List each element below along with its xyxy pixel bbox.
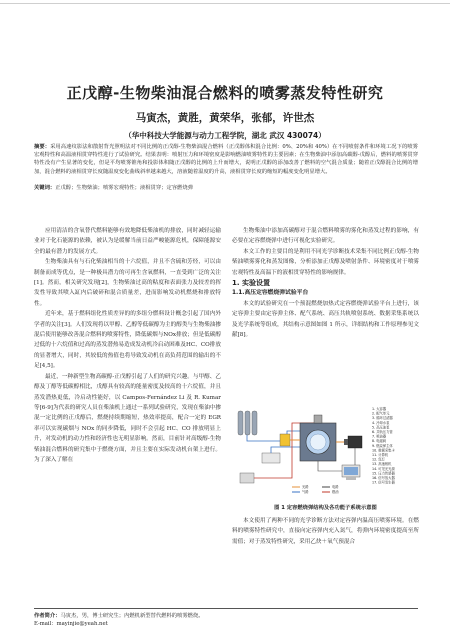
figure-label: 1. 大容器 [372, 407, 387, 411]
footnote-rule [34, 608, 418, 609]
section-heading: 1. 实验设置 [232, 279, 270, 288]
right-paragraph-1: 生物柴油中添加高碳醇对于混合燃料喷雾的雾化和蒸发过程的影响，有必要在定容燃烧弹中进行可视化实验研究。 [232, 228, 419, 245]
figure-label: 11. 计算机 [372, 453, 389, 457]
abstract-text: 采用高速纹影法和散射背光照明法对不同比例的正戊醇-生物柴油混合燃料（正戊醇体积混合比例：0%、20%和 40%）在不同喷射条件和环境工况下的喷雾宏观特性和高温液相贯穿特性进行了试验研究。结果表明：喷射压力和环境密度是影响燃油喷雾特性的主要因素；在生物柴油中添加高碳醇-戊醇后，燃料的喷雾贯穿特性没有产生显著的变化，但是平均喷雾锥角和投影体积随正戊醇的比例的上升而增大，说明正戊醇的添加改善了燃料的空气混合质量；随着正戊醇混合比例的增加，混合燃料的液相贯穿长度随温度变化曲线斜率越来越大，溶液随着温度的升高，液相贯穿长度的缩短的幅度变化明显增大。 [34, 144, 418, 175]
fuel-pump [240, 473, 254, 483]
figure-label: 10. 数据采集卡 [372, 448, 395, 453]
footnote-text: 马寅杰，男，博士研究生；内燃机新型替代燃料的喷雾燃烧。 [60, 613, 204, 619]
figure-1-schematic [232, 401, 419, 497]
legend-item: 气路 [302, 490, 309, 495]
author-list: 马寅杰，黄胜，黄荣华，张郁，许世杰 [135, 112, 315, 124]
keywords [34, 184, 418, 192]
figure-label: 12. 氙灯 [372, 457, 385, 462]
legend-item: 电路 [332, 485, 339, 490]
affiliation: （华中科技大学能源与动力工程学院，湖北 武汉 430074） [124, 131, 326, 140]
figure-label: 4. 冷却水泵 [372, 420, 390, 425]
left-paragraph-3: 近年来，基于燃料组化性质差异的的多组分燃料设计概念引起了国内外学者的关注[3]。人们发现将以甲醇、乙醇等低碳醇为主的醇类与生物柴油掺混后使用能够改善混合燃料的喷雾特性，降低碳烟与NOx排放；但是低碳醇过低的十六烷值和过高的蒸发潜热易造成发动机冷启动困难及HC、CO排放的显著增大，同时，其较低的热值也将导致发动机在高负荷范围的输出的不足[4,5]。 [34, 311, 221, 370]
figure-label: 17. 信号发生器 [372, 480, 395, 485]
figure-label: 7. 喷油器 [372, 434, 387, 439]
figure-caption: 图 1 定容燃烧弹结构及各功能子系统示意图 [274, 505, 377, 511]
right-paragraph-2: 本文工作的主要目的是利用不同光学诊断技术采集不同比例正戊醇-生物柴油喷雾雾化和蒸发图像，分析添加正戊醇及喷射条件、环境密度对于喷雾宏观特性及高温下的液相贯穿特性的影响规律。 [232, 248, 419, 276]
left-paragraph-1: 应用清洁的含氧替代燃料能够有效地降低柴油机的排放，同时减轻运输业对于化石能源的依赖，被认为是缓解当前日益严峻能源危机，保障能源安全的最有潜力的发展方式。 [34, 228, 221, 255]
footnote [34, 612, 418, 628]
author-email: E-mail：mayinjie@yeah.net [34, 621, 108, 627]
keywords-text: 正戊醇；生物柴油；喷雾宏观特性；液相贯穿；定容燃烧弹 [55, 185, 193, 191]
figure-label-list [372, 406, 395, 485]
left-paragraph-4: 最近，一种新型生物高碳醇-正戊醇引起了人们的研究兴趣。与甲醇、乙醇及丁醇等低碳醇相比，戊醇具有较高的能量密度及较高的十六烷值，并且蒸发潜热更低，冷启动性能好，以 Campos-Fernández Li 及 R. Kumar 等[6-9]为代表的研究人员在柴油机上通过一系列试验研究，发现在柴油中掺混一定比例的正戊醇后，燃烧持续期缩短，热效率提高，配合一定的 EGR 率可以实现碳烟与 NOx 的同步降低，同时不会引起 HC、CO 排放明显上升，对发动机的动力性和经济性也无明显影响。然而，目前针对高级醇-生物柴油混合燃料的研究集中于燃烧方面，并且主要在实际发动机台架上进行。为了深入了解在 [34, 373, 221, 463]
left-paragraph-2: 生物柴油具有与石化柴油相当的十六烷值，并且不含硫和芳烃，可以由制备而成等优点，是一种极具潜力的可再生含氧燃料，一直受到广泛的关注[1]。然而，相关研究发现[2]，生物柴油过高的粘度和表面张力及较差的挥发性导致其喷入缸内后破碎和混合质量差，进而影响发动机燃烧和排放特性。 [34, 259, 221, 307]
figure-label: 8. 电磁阀 [372, 439, 387, 444]
xenon-lamp [280, 434, 290, 446]
figure-label: 13. 高速相机 [372, 462, 392, 467]
figure-label: 9. 燃烧弹主体 [372, 443, 393, 448]
keywords-label: 关键词： [34, 185, 56, 191]
figure-label: 15. 压力传感器 [372, 471, 395, 476]
figure-label: 6. 共轨压力管 [372, 430, 393, 434]
top-rule [0, 3, 450, 4]
paper-title: 正戊醇-生物柴油混合燃料的喷雾蒸发特性研究 [66, 84, 384, 102]
gas-cylinders-icon [238, 411, 257, 435]
circulation-unit [262, 453, 280, 463]
legend-item: 光路 [302, 485, 309, 490]
right-column [232, 226, 419, 340]
figure-label: 14. 可见光光源 [372, 466, 395, 471]
figure-label: 2. 配气单元 [372, 411, 390, 416]
figure-label: 3. 循环过滤器 [372, 416, 393, 421]
camera-icon [348, 436, 362, 448]
abstract-label: 摘要： [34, 144, 51, 150]
subsection-heading: 1.1.高压定容燃烧弹试验平台 [232, 290, 309, 297]
right-paragraph-3: 本文的试验研究在一个预混燃烧加热式定容燃烧弹试验平台上进行，该定容弹主要由定容弹主体、配气系统、高压共轨喷射系统、数据采集系统以及光学系统等组成，其结构示意图如图 1 所示，详细结构和工作原理参见文献[8]。 [232, 300, 419, 339]
legend-item: 燃油 [332, 490, 339, 495]
footnote-label: 作者简介： [34, 613, 61, 619]
right-column-continued [232, 516, 419, 547]
right-paragraph-4: 本文使用了两种不同的光学诊断方法对定容弹内温高压喷雾环境。在燃料的喷雾特性研究中，直接向定容弹内充入氮气，将弹内环境密度提高至所需值；对于蒸发特性研究，采用乙炔＋氧气预混合 [232, 518, 419, 545]
abstract [34, 143, 418, 176]
figure-label: 5. 高压油泵 [372, 425, 390, 430]
left-column [34, 226, 221, 465]
figure-label: 16. 信号放大器 [372, 476, 395, 480]
